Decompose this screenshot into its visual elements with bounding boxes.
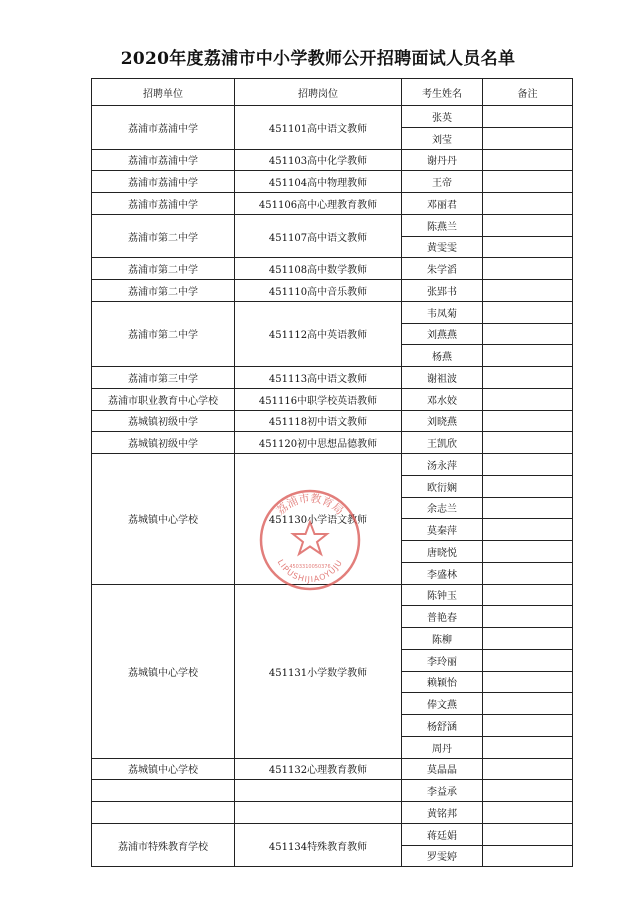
cell-candidate-name: 谢祖波 <box>402 367 483 389</box>
cell-candidate-name: 朱学滔 <box>402 258 483 280</box>
cell-unit: 荔城镇中心学校 <box>92 454 235 585</box>
cell-unit: 荔浦市第二中学 <box>92 301 235 366</box>
cell-candidate-name: 莫晶晶 <box>402 758 483 780</box>
cell-unit: 荔浦市荔浦中学 <box>92 171 235 193</box>
cell-candidate-name: 李玲丽 <box>402 649 483 671</box>
roster-body <box>92 106 573 867</box>
cell-candidate-name: 欧衍娴 <box>402 475 483 497</box>
cell-candidate-name: 蒋廷娟 <box>402 823 483 845</box>
cell-post: 451106高中心理教育教师 <box>235 193 402 215</box>
cell-candidate-name: 刘莹 <box>402 127 483 149</box>
cell-post: 451104高中物理教师 <box>235 171 402 193</box>
cell-unit: 荔浦市第二中学 <box>92 280 235 302</box>
header-remark: 备注 <box>483 79 573 106</box>
cell-candidate-name: 罗雯婷 <box>402 845 483 867</box>
cell-candidate-name: 杨舒涵 <box>402 715 483 737</box>
cell-candidate-name: 邓水姣 <box>402 388 483 410</box>
cell-remark <box>483 432 573 454</box>
cell-remark <box>483 758 573 780</box>
cell-remark <box>483 475 573 497</box>
cell-candidate-name: 周丹 <box>402 736 483 758</box>
cell-candidate-name: 唐晓悦 <box>402 541 483 563</box>
cell-candidate-name: 刘晓燕 <box>402 410 483 432</box>
table-row <box>92 258 573 280</box>
cell-unit: 荔浦市荔浦中学 <box>92 106 235 150</box>
svg-text:4503310050376: 4503310050376 <box>289 564 331 570</box>
cell-remark <box>483 802 573 824</box>
cell-remark <box>483 519 573 541</box>
cell-remark <box>483 606 573 628</box>
cell-remark <box>483 367 573 389</box>
cell-remark <box>483 171 573 193</box>
cell-candidate-name: 王凯欣 <box>402 432 483 454</box>
cell-post: 451112高中英语教师 <box>235 301 402 366</box>
cell-remark <box>483 845 573 867</box>
cell-post: 451131小学数学教师 <box>235 584 402 758</box>
cell-unit: 荔城镇中心学校 <box>92 584 235 758</box>
cell-remark <box>483 149 573 171</box>
cell-post: 451113高中语文教师 <box>235 367 402 389</box>
table-header-row <box>92 79 573 106</box>
table-row <box>92 432 573 454</box>
cell-candidate-name: 李盛林 <box>402 562 483 584</box>
cell-candidate-name: 王帝 <box>402 171 483 193</box>
cell-unit: 荔城镇初级中学 <box>92 432 235 454</box>
cell-post: 451120初中思想品德教师 <box>235 432 402 454</box>
cell-remark <box>483 236 573 258</box>
table-row <box>92 758 573 780</box>
cell-candidate-name: 黄雯雯 <box>402 236 483 258</box>
cell-unit: 荔浦市特殊教育学校 <box>92 823 235 867</box>
cell-candidate-name: 张郢书 <box>402 280 483 302</box>
cell-candidate-name: 余志兰 <box>402 497 483 519</box>
cell-unit: 荔浦市第二中学 <box>92 258 235 280</box>
cell-post: 451107高中语文教师 <box>235 214 402 258</box>
cell-unit: 荔浦市荔浦中学 <box>92 193 235 215</box>
cell-remark <box>483 649 573 671</box>
cell-post <box>235 780 402 802</box>
page-title: 2020年度荔浦市中小学教师公开招聘面试人员名单 <box>120 49 516 69</box>
table-row <box>92 823 573 845</box>
cell-remark <box>483 823 573 845</box>
cell-remark <box>483 780 573 802</box>
header-unit: 招聘单位 <box>92 79 235 106</box>
cell-remark <box>483 106 573 128</box>
table-row <box>92 802 573 824</box>
cell-candidate-name: 邓丽君 <box>402 193 483 215</box>
table-row <box>92 367 573 389</box>
table-row <box>92 454 573 476</box>
cell-unit: 荔浦市职业教育中心学校 <box>92 388 235 410</box>
header-post: 招聘岗位 <box>235 79 402 106</box>
cell-post: 451110高中音乐教师 <box>235 280 402 302</box>
cell-remark <box>483 280 573 302</box>
table-row <box>92 584 573 606</box>
cell-remark <box>483 301 573 323</box>
cell-remark <box>483 497 573 519</box>
cell-remark <box>483 388 573 410</box>
cell-post: 451132心理教育教师 <box>235 758 402 780</box>
cell-remark <box>483 671 573 693</box>
table-row <box>92 171 573 193</box>
cell-candidate-name: 陈柳 <box>402 628 483 650</box>
cell-unit: 荔城镇初级中学 <box>92 410 235 432</box>
header-name: 考生姓名 <box>402 79 483 106</box>
table-row <box>92 149 573 171</box>
cell-post: 451130小学语文教师 <box>235 454 402 585</box>
cell-post <box>235 802 402 824</box>
table-row <box>92 780 573 802</box>
cell-candidate-name: 俸文燕 <box>402 693 483 715</box>
table-row <box>92 106 573 128</box>
cell-candidate-name: 张英 <box>402 106 483 128</box>
cell-post: 451118初中语文教师 <box>235 410 402 432</box>
cell-remark <box>483 410 573 432</box>
cell-candidate-name: 李益承 <box>402 780 483 802</box>
cell-candidate-name: 汤永萍 <box>402 454 483 476</box>
table-row <box>92 301 573 323</box>
cell-remark <box>483 323 573 345</box>
cell-remark <box>483 715 573 737</box>
cell-remark <box>483 628 573 650</box>
table-row <box>92 410 573 432</box>
cell-remark <box>483 193 573 215</box>
cell-candidate-name: 莫秦萍 <box>402 519 483 541</box>
cell-candidate-name: 赖颖怡 <box>402 671 483 693</box>
cell-candidate-name: 陈钟玉 <box>402 584 483 606</box>
cell-unit: 荔浦市荔浦中学 <box>92 149 235 171</box>
cell-candidate-name: 陈燕兰 <box>402 214 483 236</box>
cell-candidate-name: 黄铭邦 <box>402 802 483 824</box>
cell-remark <box>483 584 573 606</box>
cell-post: 451134特殊教育教师 <box>235 823 402 867</box>
cell-remark <box>483 736 573 758</box>
table-row <box>92 280 573 302</box>
cell-remark <box>483 541 573 563</box>
svg-text:荔浦市教育局: 荔浦市教育局 <box>274 491 346 518</box>
table-row <box>92 214 573 236</box>
cell-remark <box>483 454 573 476</box>
table-row <box>92 193 573 215</box>
cell-remark <box>483 214 573 236</box>
cell-candidate-name: 普艳春 <box>402 606 483 628</box>
table-row <box>92 388 573 410</box>
cell-unit: 荔浦市第二中学 <box>92 214 235 258</box>
cell-post: 451101高中语文教师 <box>235 106 402 150</box>
cell-remark <box>483 345 573 367</box>
cell-remark <box>483 693 573 715</box>
cell-unit <box>92 780 235 802</box>
cell-candidate-name: 谢丹丹 <box>402 149 483 171</box>
cell-candidate-name: 杨燕 <box>402 345 483 367</box>
interview-roster-table <box>91 78 573 867</box>
cell-unit: 荔城镇中心学校 <box>92 758 235 780</box>
cell-candidate-name: 韦凤菊 <box>402 301 483 323</box>
cell-remark <box>483 127 573 149</box>
cell-remark <box>483 562 573 584</box>
cell-candidate-name: 刘燕燕 <box>402 323 483 345</box>
cell-unit <box>92 802 235 824</box>
svg-text:LIPUSHIJIAOYUJU: LIPUSHIJIAOYUJU <box>275 557 345 585</box>
cell-post: 451108高中数学教师 <box>235 258 402 280</box>
cell-post: 451116中职学校英语教师 <box>235 388 402 410</box>
cell-remark <box>483 258 573 280</box>
cell-unit: 荔浦市第三中学 <box>92 367 235 389</box>
cell-post: 451103高中化学教师 <box>235 149 402 171</box>
